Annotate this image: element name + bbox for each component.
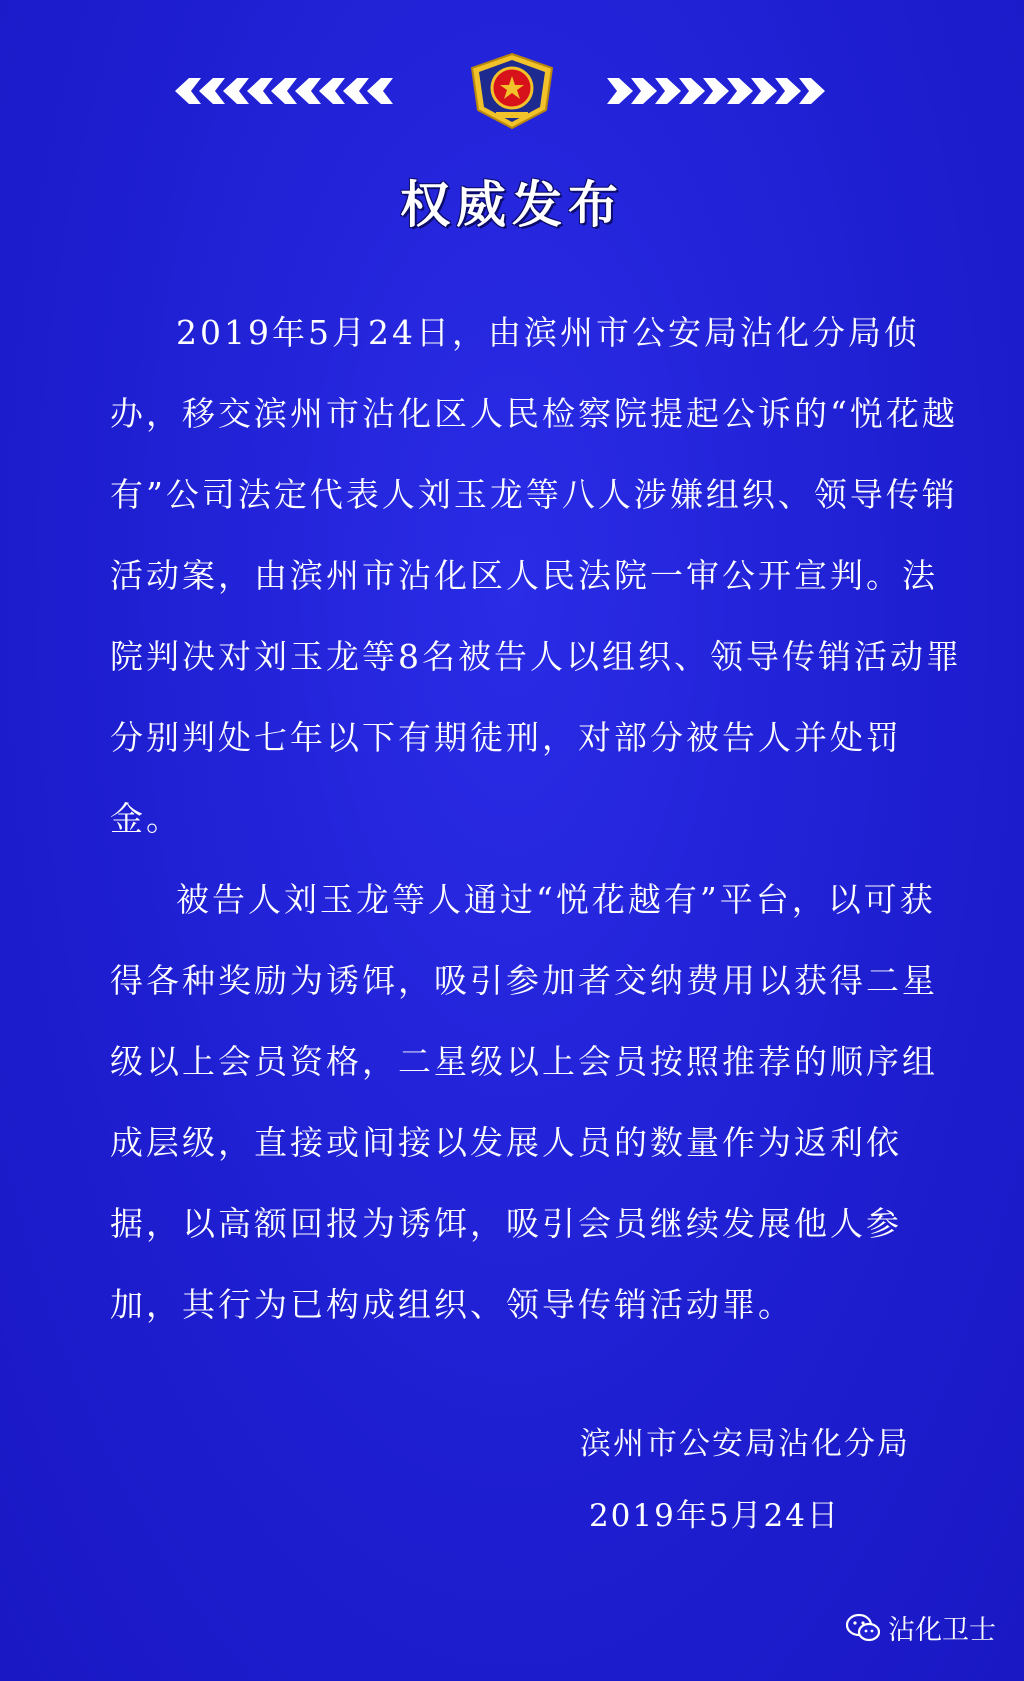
watermark <box>846 1608 996 1647</box>
watermark-text: 沾化卫士 <box>888 1615 996 1646</box>
signature-date: 2019年5月24日 <box>588 1498 840 1534</box>
page-title: 权威发布 <box>400 176 624 234</box>
wing-right-icon <box>585 66 825 116</box>
paragraph-1: 2019年5月24日，由滨州市公安局沾化分局侦办，移交滨州市沾化区人民检察院提起公诉的“悦花越有”公司法定代表人刘玉龙等八人涉嫌组织、领导传销活动案，由滨州市沾化区人民法院一审公开宣判。法院判决对刘玉龙等8名被告人以组织、领导传销活动罪分别判处七年以下有期徒刑，对部分被告人并处罚金。 <box>110 313 962 838</box>
header-emblem-row <box>0 52 1024 132</box>
police-emblem-icon <box>466 52 558 132</box>
wechat-icon <box>846 1613 880 1643</box>
wing-left-icon <box>175 66 415 116</box>
paragraph-2: 被告人刘玉龙等人通过“悦花越有”平台，以可获得各种奖励为诱饵，吸引参加者交纳费用以获得二星级以上会员资格，二星级以上会员按照推荐的顺序组成层级，直接或间接以发展人员的数量作为返利依据，以高额回报为诱饵，吸引会员继续发展他人参加，其行为已构成组织、领导传销活动罪。 <box>110 880 938 1324</box>
signature-org: 滨州市公安局沾化分局 <box>580 1426 910 1462</box>
announcement-body <box>110 292 970 1345</box>
